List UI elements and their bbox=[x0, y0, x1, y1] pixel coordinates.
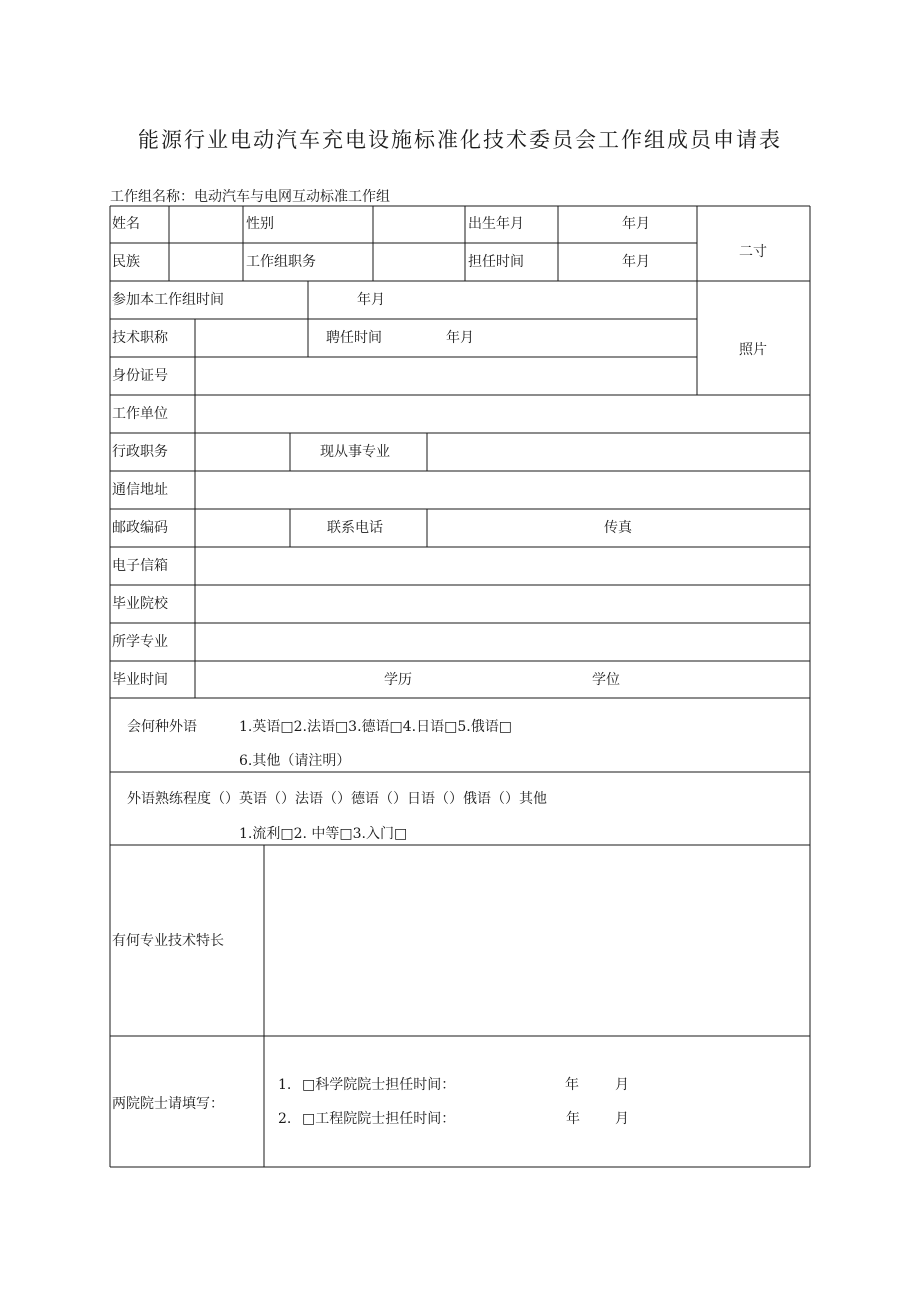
label-ethnicity: 民族 bbox=[112, 254, 140, 270]
academician-2-text: □工程院院士担任时间： bbox=[302, 1111, 456, 1127]
label-birth: 出生年月 bbox=[468, 216, 524, 232]
birth-value: 年月 bbox=[622, 216, 650, 232]
label-phone: 联系电话 bbox=[327, 520, 383, 536]
label-email: 电子信箱 bbox=[112, 558, 168, 574]
language-options: 1.英语□2.法语□3.德语□4.日语□5.俄语□ bbox=[239, 719, 512, 735]
join-time-value: 年月 bbox=[357, 292, 385, 308]
label-group-post: 工作组职务 bbox=[246, 254, 316, 270]
proficiency-levels: 1.流利□2. 中等□3.入门□ bbox=[239, 826, 408, 842]
label-education: 学历 bbox=[384, 672, 412, 688]
label-specialty: 有何专业技术特长 bbox=[112, 933, 224, 949]
academician-2-month: 月 bbox=[615, 1111, 629, 1127]
label-grad-time: 毕业时间 bbox=[112, 672, 168, 688]
label-degree: 学位 bbox=[592, 672, 620, 688]
label-fax: 传真 bbox=[604, 520, 632, 536]
hire-time-value: 年月 bbox=[446, 330, 474, 346]
label-name: 姓名 bbox=[112, 216, 140, 232]
academician-1-number: 1. bbox=[278, 1077, 292, 1093]
label-language: 会何种外语 bbox=[127, 719, 197, 735]
label-major: 所学专业 bbox=[112, 634, 168, 650]
photo-size: 二寸 bbox=[739, 244, 767, 260]
label-serve-time: 担任时间 bbox=[468, 254, 524, 270]
language-other: 6.其他（请注明） bbox=[239, 753, 351, 769]
form-title: 能源行业电动汽车充电设施标准化技术委员会工作组成员申请表 bbox=[138, 128, 782, 152]
label-employer: 工作单位 bbox=[112, 406, 168, 422]
label-academician: 两院院士请填写： bbox=[112, 1096, 224, 1112]
label-school: 毕业院校 bbox=[112, 596, 168, 612]
label-tech-title: 技术职称 bbox=[112, 330, 168, 346]
label-id: 身份证号 bbox=[112, 368, 168, 384]
academician-2-year: 年 bbox=[566, 1111, 580, 1127]
label-hire-time: 聘任时间 bbox=[326, 330, 382, 346]
photo-label: 照片 bbox=[739, 342, 767, 358]
label-join-time: 参加本工作组时间 bbox=[112, 292, 224, 308]
label-admin-post: 行政职务 bbox=[112, 444, 168, 460]
academician-1-year: 年 bbox=[565, 1077, 579, 1093]
label-proficiency: 外语熟练程度（）英语（）法语（）德语（）日语（）俄语（）其他 bbox=[127, 791, 547, 807]
academician-2-number: 2. bbox=[278, 1111, 292, 1127]
label-current-major: 现从事专业 bbox=[320, 444, 390, 460]
label-gender: 性别 bbox=[246, 216, 274, 232]
working-group-name: 工作组名称：电动汽车与电网互动标准工作组 bbox=[110, 189, 390, 205]
label-address: 通信地址 bbox=[112, 482, 168, 498]
label-postcode: 邮政编码 bbox=[112, 520, 168, 536]
serve-time-value: 年月 bbox=[622, 254, 650, 270]
academician-1-month: 月 bbox=[615, 1077, 629, 1093]
academician-1-text: □科学院院士担任时间： bbox=[302, 1077, 456, 1093]
